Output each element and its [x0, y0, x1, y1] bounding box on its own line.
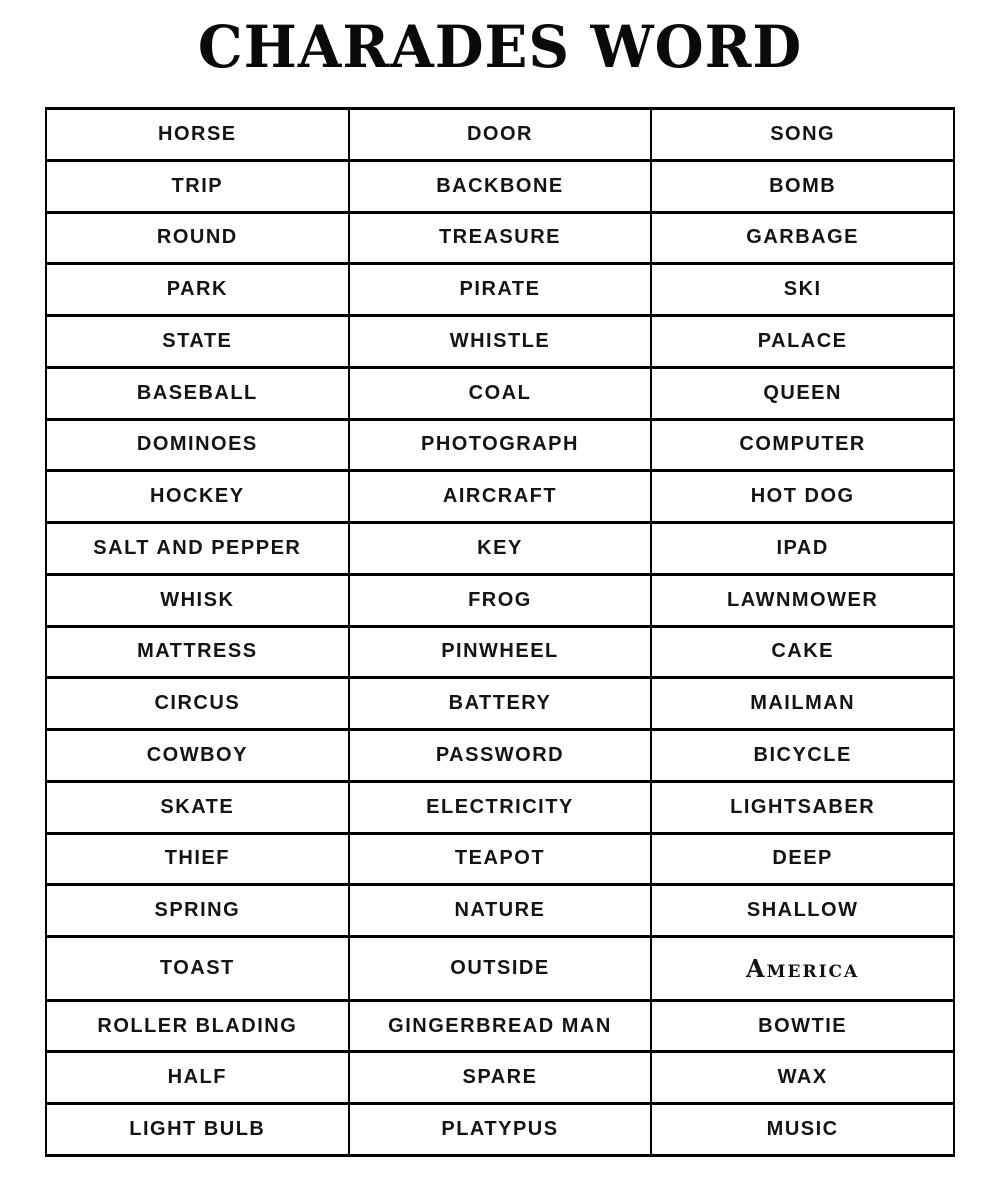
word-cell: COMPUTER [651, 419, 954, 471]
word-cell: LAWNMOWER [651, 574, 954, 626]
table-row [46, 937, 954, 1001]
table-row [46, 316, 954, 368]
word-cell: DOOR [349, 109, 652, 161]
word-cell: ROLLER BLADING [46, 1000, 349, 1052]
word-cell: QUEEN [651, 367, 954, 419]
word-cell: SPRING [46, 885, 349, 937]
word-cell: SPARE [349, 1052, 652, 1104]
word-cell: AIRCRAFT [349, 471, 652, 523]
word-cell: SONG [651, 109, 954, 161]
table-row [46, 1104, 954, 1156]
table-row [46, 833, 954, 885]
word-cell: COWBOY [46, 730, 349, 782]
table-row [46, 109, 954, 161]
word-cell: GARBAGE [651, 212, 954, 264]
word-cell: HORSE [46, 109, 349, 161]
word-cell: MATTRESS [46, 626, 349, 678]
word-cell: WHISK [46, 574, 349, 626]
word-cell: KEY [349, 523, 652, 575]
word-cell: WHISTLE [349, 316, 652, 368]
table-row [46, 678, 954, 730]
table-row [46, 1000, 954, 1052]
word-cell: CIRCUS [46, 678, 349, 730]
table-row [46, 885, 954, 937]
word-cell: PALACE [651, 316, 954, 368]
word-cell: HALF [46, 1052, 349, 1104]
word-cell: TREASURE [349, 212, 652, 264]
word-cell: THIEF [46, 833, 349, 885]
word-cell: PLATYPUS [349, 1104, 652, 1156]
word-cell: BOMB [651, 160, 954, 212]
table-row [46, 212, 954, 264]
word-cell: PHOTOGRAPH [349, 419, 652, 471]
word-cell: SKATE [46, 781, 349, 833]
word-cell: WAX [651, 1052, 954, 1104]
charades-word-table-body [46, 109, 954, 1156]
word-cell: CAKE [651, 626, 954, 678]
word-cell: SALT AND PEPPER [46, 523, 349, 575]
word-cell: PARK [46, 264, 349, 316]
word-cell: MAILMAN [651, 678, 954, 730]
word-cell: COAL [349, 367, 652, 419]
word-cell: LIGHTSABER [651, 781, 954, 833]
word-cell: DEEP [651, 833, 954, 885]
word-cell: LIGHT BULB [46, 1104, 349, 1156]
page-title: CHARADES WORD [197, 13, 803, 81]
word-cell: TRIP [46, 160, 349, 212]
table-row [46, 160, 954, 212]
word-cell: BATTERY [349, 678, 652, 730]
table-row [46, 471, 954, 523]
word-cell: TEAPOT [349, 833, 652, 885]
table-row [46, 523, 954, 575]
table-row [46, 781, 954, 833]
word-cell: BASEBALL [46, 367, 349, 419]
word-cell: SKI [651, 264, 954, 316]
word-cell: STATE [46, 316, 349, 368]
word-cell: ELECTRICITY [349, 781, 652, 833]
word-cell: BOWTIE [651, 1000, 954, 1052]
word-cell: PINWHEEL [349, 626, 652, 678]
word-cell: HOT DOG [651, 471, 954, 523]
table-row [46, 626, 954, 678]
table-row [46, 264, 954, 316]
table-row [46, 574, 954, 626]
word-cell: FROG [349, 574, 652, 626]
table-row [46, 367, 954, 419]
charades-word-table [45, 107, 955, 1157]
word-cell: GINGERBREAD MAN [349, 1000, 652, 1052]
word-cell: NATURE [349, 885, 652, 937]
table-row [46, 1052, 954, 1104]
word-cell: IPAD [651, 523, 954, 575]
word-cell: PASSWORD [349, 730, 652, 782]
table-row [46, 419, 954, 471]
word-cell: MUSIC [651, 1104, 954, 1156]
word-cell: BACKBONE [349, 160, 652, 212]
word-cell: BICYCLE [651, 730, 954, 782]
word-cell: TOAST [46, 937, 349, 1001]
word-cell: OUTSIDE [349, 937, 652, 1001]
word-cell: HOCKEY [46, 471, 349, 523]
table-row [46, 730, 954, 782]
word-cell: SHALLOW [651, 885, 954, 937]
word-cell: DOMINOES [46, 419, 349, 471]
word-cell: ROUND [46, 212, 349, 264]
word-cell: America [651, 937, 954, 1001]
word-cell: PIRATE [349, 264, 652, 316]
